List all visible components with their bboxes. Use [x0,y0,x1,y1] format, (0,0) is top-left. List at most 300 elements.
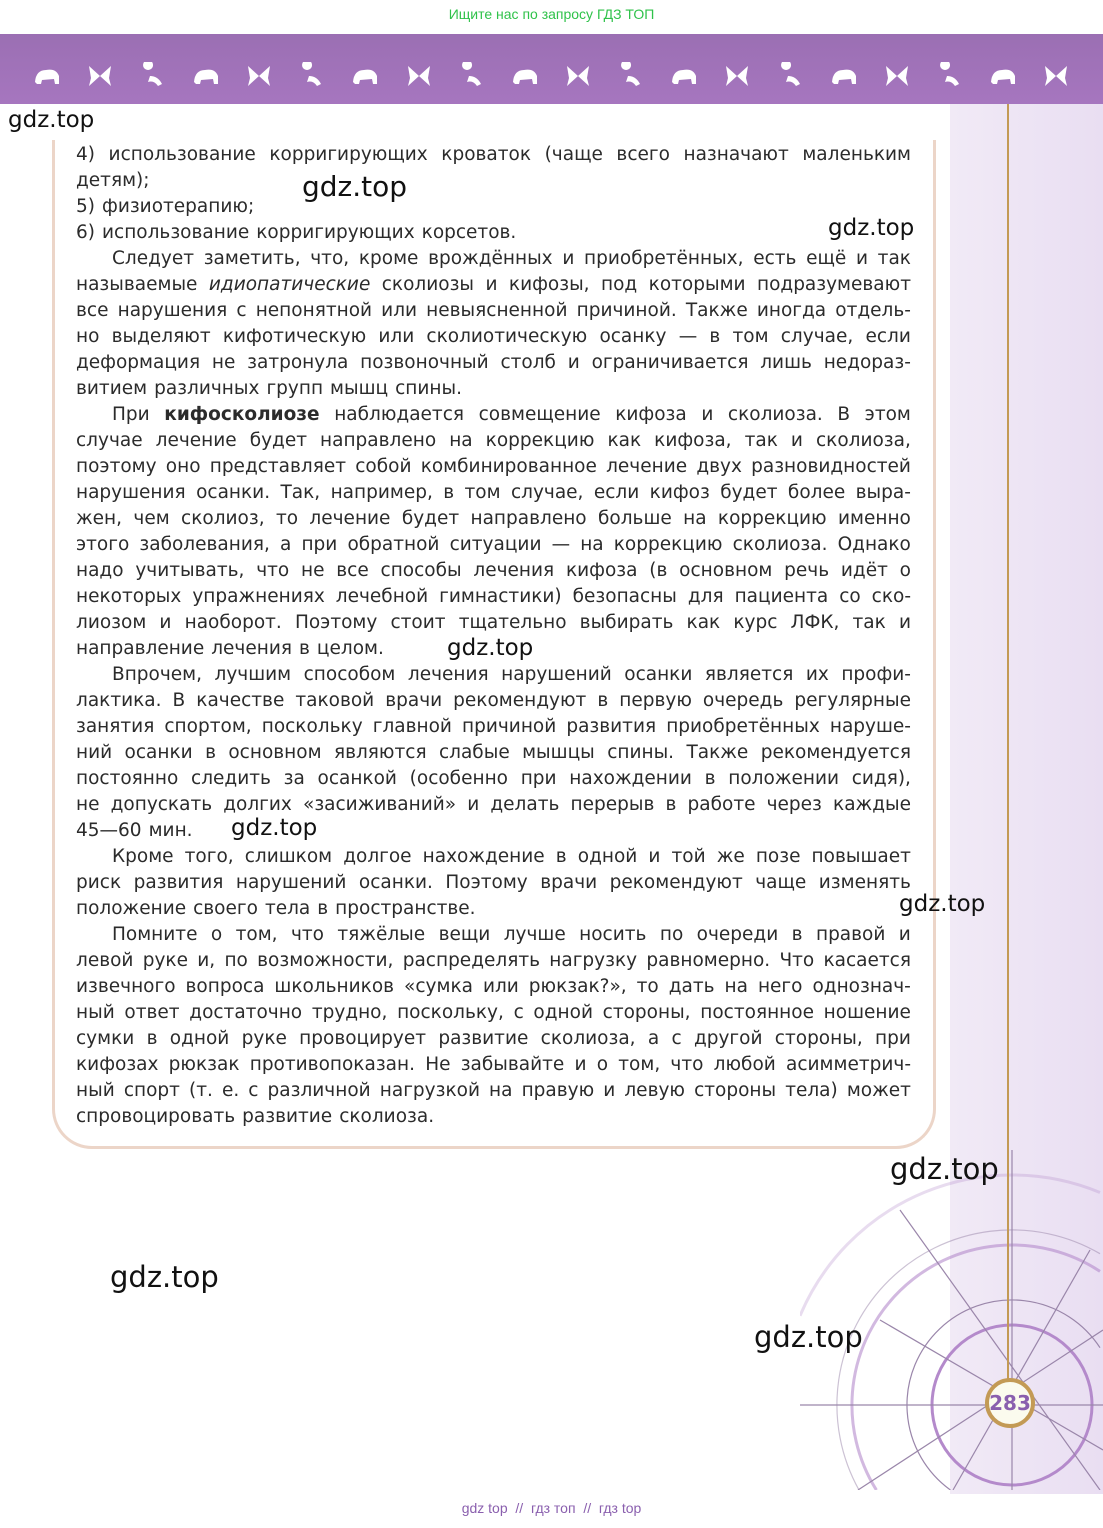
text-word: в [791,924,803,945]
text-word: очередь [702,690,784,711]
text-word: следить [191,768,271,789]
text-word: осанки. [196,482,271,503]
text-word: использование [102,222,250,243]
text-word: на [489,1080,513,1101]
text-word: перерыв [570,794,655,815]
text-word: достаточно [189,1002,303,1023]
text-word: чем [133,508,170,529]
text-word: спорт [123,1080,180,1101]
text-word: не [76,794,100,815]
text-word: случае [76,430,143,451]
text-word: с [236,300,247,321]
text-word: отдель- [835,300,911,321]
text-word: наблюдается [334,404,465,425]
bull-icon [510,62,540,90]
text-word: идёт [840,560,888,581]
butterfly-icon [669,62,699,90]
text-word: заболевания, [139,534,270,555]
footer-links[interactable]: gdz top // гдз топ // гдз top [461,1500,642,1516]
text-word: Помните [112,924,198,945]
text-word: то [636,976,659,997]
text-word: и [567,352,580,373]
text-word: дать [668,976,715,997]
text-word: одной [169,1028,230,1049]
text-line [76,428,911,454]
text-word: Так, [280,482,321,503]
text-word: упражнениях [192,586,325,607]
text-line [76,220,911,246]
text-word: тщательно [458,612,567,633]
text-line [76,1026,911,1052]
text-word: направлено [320,430,437,451]
text-word: витием [76,378,148,399]
watermark: gdz.top [899,891,986,917]
text-word: основном [228,742,322,763]
text-word: приобретённых [666,716,820,737]
text-word: лечение [155,430,237,451]
text-word: иногда [756,300,827,321]
text-word: разновидностей [751,456,911,477]
text-word: стоит [390,612,446,633]
text-word: вещи [438,924,491,945]
text-word: противопоказан. [249,1054,415,1075]
text-word: поскольку [261,716,363,737]
text-word: то [275,508,299,529]
text-word: не [301,560,325,581]
text-word: (чаще [544,144,603,165]
text-word: стороны, [602,1002,691,1023]
text-word: и [467,794,480,815]
text-line [76,376,911,402]
text-word: непонятной [255,300,373,321]
text-word: (в [649,560,668,581]
text-word: и [574,1054,587,1075]
text-line [76,1104,911,1130]
text-word: лактика. [76,690,162,711]
goat-icon [350,62,380,90]
text-word: ЛФК, [790,612,840,633]
text-word: лечения [407,664,489,685]
text-word: рекомендуют [453,690,587,711]
text-word: осанки. [358,872,433,893]
text-word: же [716,846,745,867]
text-word: и [790,430,803,451]
text-word: случае, [780,326,854,347]
text-word: целом. [316,638,384,659]
text-word: что, [310,248,350,269]
text-word: детям); [76,170,150,191]
text-line [76,818,911,844]
watermark: gdz.top [754,1320,863,1354]
text-word: сколиоза. [732,534,828,555]
text-word: нахождении [569,768,692,789]
text-word: в [299,638,310,659]
text-word: с [671,1028,682,1049]
text-word: нарушения [117,300,228,321]
text-word: врачи [540,872,598,893]
text-word: столб [500,352,556,373]
text-word: о [899,560,911,581]
text-word: кифосколиозе [164,404,320,425]
text-word: своего [193,898,258,919]
text-word: возможности, [257,950,394,971]
text-line [76,584,911,610]
text-word: — [678,326,698,347]
giraffe-icon [1041,62,1071,90]
text-word: будет [720,482,778,503]
text-word: лишь [760,352,812,373]
text-word: и [648,846,661,867]
text-word: регулярные [794,690,911,711]
text-word: занятия [76,716,155,737]
watermark: gdz.top [447,635,534,661]
bird-icon [882,62,912,90]
text-word: коррекцию [613,534,723,555]
text-word: спортом, [164,716,252,737]
text-word: риск [76,872,122,893]
text-word: так [877,248,911,269]
text-line [76,896,911,922]
text-word: лиозом [76,612,147,633]
text-word: правую [521,1080,595,1101]
text-word: каждые [833,794,911,815]
text-word: рекомендуют [609,872,743,893]
text-word: ограничивается [591,352,749,373]
text-word: (особенно [409,768,508,789]
text-word: развитие [242,1106,333,1127]
text-word: по [224,950,248,971]
text-word: если [865,326,911,347]
text-word: «засиживаний» [303,794,457,815]
text-word: сидя), [851,768,911,789]
text-word: провоцирует [299,1028,427,1049]
text-word: (т. [189,1080,213,1101]
text-word: которыми [648,274,746,295]
text-word: долгих [223,794,292,815]
text-word: выбирать [579,612,674,633]
text-line [76,974,911,1000]
text-word: или [482,976,519,997]
text-word: одной [533,1002,593,1023]
text-word: под [601,274,638,295]
text-word: представляет [209,456,347,477]
text-word: и [485,274,498,295]
text-word: чаще [755,872,807,893]
text-word: кифоза [615,404,687,425]
bird-icon [244,62,274,90]
text-word: нагрузкой [379,1080,480,1101]
text-word: различной [267,1080,371,1101]
text-word: кифоза [565,560,638,581]
text-word: профи- [841,664,911,685]
text-word: что [290,924,324,945]
text-word: кифоз [649,482,710,503]
text-word: ный [76,1080,115,1101]
text-word: нарушений [235,872,347,893]
text-word: в [317,898,329,919]
text-word: с [248,1080,259,1101]
text-line [76,142,911,168]
rhino-icon [32,62,62,90]
text-line [76,766,911,792]
horse-icon [191,62,221,90]
text-line [76,844,911,870]
text-word: сколиоза, [815,430,911,451]
giraffe-icon [404,62,434,90]
rabbit-icon [616,62,646,90]
text-word: главной [372,716,452,737]
text-word: являются [333,742,427,763]
text-word: поскольку, [397,1002,504,1023]
text-word: физиотерапию; [102,196,255,217]
text-word: или [381,300,418,321]
text-word: 45—60 [76,820,142,841]
text-word: направление [76,638,205,659]
text-word: кифоза, [654,430,732,451]
text-word: первую [619,690,692,711]
text-word: на [724,976,748,997]
text-word: рюкзак [168,1054,240,1075]
text-word: называемые [76,274,198,295]
text-word: при [520,768,557,789]
text-word: позе [755,846,801,867]
text-word: нарушений [501,664,612,685]
text-word: однознач- [812,976,911,997]
whale-icon [935,62,965,90]
text-word: все [336,560,369,581]
text-word: коррекцию [717,508,827,529]
text-word: а [280,534,292,555]
text-word: осанку [599,326,667,347]
text-word: выделяют [111,326,211,347]
text-word: 6) [76,222,95,243]
text-word: недораз- [823,352,911,373]
text-word: Поэтому [445,872,528,893]
text-word: положении [728,768,840,789]
whale-icon [297,62,327,90]
text-word: левой [76,950,134,971]
text-word: таковой [295,690,375,711]
text-word: наруше- [829,716,911,737]
text-word: и [603,1080,616,1101]
text-word: положение [76,898,187,919]
text-word: со [839,586,861,607]
text-word: левую [624,1080,685,1101]
scorpion-icon [776,62,806,90]
text-line [76,662,911,688]
text-word: том, [618,1054,661,1075]
text-word: всего [616,144,670,165]
text-word: ско- [871,586,911,607]
text-word: того, [184,846,234,867]
text-word: слишком [244,846,333,867]
text-word: том, [235,924,278,945]
text-word: пациента [734,586,829,607]
text-word: причиной [462,716,557,737]
text-word: любой [713,1054,776,1075]
text-word: в [704,768,716,789]
text-word: ный [76,1002,115,1023]
text-word: заметить, [203,248,301,269]
text-word: речь [784,560,830,581]
text-word: врачи [385,690,443,711]
text-word: ответ [124,1002,180,1023]
text-word: лечебной [335,586,429,607]
text-word: и [701,404,714,425]
text-word: ний [76,742,113,763]
text-word: позвоночный [360,352,489,373]
text-word: постоянно [76,768,179,789]
text-word: мышц [330,378,389,399]
text-word: через [766,794,822,815]
text-word: Поэтому [294,612,378,633]
text-word: на [683,508,707,529]
text-word: в [709,326,721,347]
text-line [76,688,911,714]
text-word: развития [133,872,224,893]
text-word: ситуации [449,534,542,555]
text-word: В [172,690,186,711]
text-line [76,714,911,740]
text-word: способы [380,560,462,581]
text-word: или [378,326,415,347]
text-line [76,402,911,428]
text-word: носить [579,924,647,945]
watermark: gdz.top [890,1152,999,1186]
text-word: коррекцию [485,430,595,451]
text-word: некоторых [76,586,182,607]
text-word: что [670,1054,704,1075]
text-word: сколиоза, [540,1028,636,1049]
text-word: невыясненной [426,300,568,321]
text-word: на [580,534,604,555]
insect-icon [457,62,487,90]
text-word: гимнастики) [439,586,562,607]
text-word: спровоцировать [76,1106,236,1127]
text-word: пространстве. [335,898,476,919]
animal-banner [0,34,1103,104]
text-word: кифозах [76,1054,159,1075]
text-word: вопроса [185,976,265,997]
horse-icon [829,62,859,90]
text-word: приобретённых, [584,248,744,269]
text-word: правой [815,924,886,945]
text-word: ношение [823,1002,911,1023]
text-word: сколиотическую [426,326,588,347]
text-word: курс [733,612,778,633]
text-word: групп [266,378,324,399]
text-word: осанки [624,664,693,685]
text-line [76,246,911,272]
text-word: направлено [470,508,587,529]
text-word: затронула [247,352,349,373]
text-word: школьников [274,976,395,997]
text-word: стороны [694,1080,777,1101]
text-word: причиной. [576,300,677,321]
text-word: оно [165,456,201,477]
text-word: наоборот. [184,612,282,633]
text-word: той [671,846,706,867]
text-word: касается [823,950,911,971]
watermark: gdz.top [110,1260,219,1294]
text-word: при [875,1028,911,1049]
margin-rule [1007,104,1009,1379]
text-word: спины. [607,742,675,763]
text-word: о [210,924,223,945]
text-word: врождённых [428,248,553,269]
text-word: изменять [818,872,911,893]
text-word: более [787,482,846,503]
text-word: сколиозы [381,274,475,295]
text-word: мышцы [522,742,595,763]
text-word: 4) [76,144,95,165]
text-word: него [757,976,803,997]
text-word: развитие [438,1028,529,1049]
text-word: и [898,924,911,945]
text-word: как [686,612,721,633]
text-word: и [159,612,172,633]
text-word: их [805,664,829,685]
text-word: кифотическую [222,326,367,347]
text-word: одной [577,846,638,867]
text-word: и [898,612,911,633]
text-word: именно [838,508,911,529]
text-word: что [256,560,290,581]
text-word: лечения [211,638,292,659]
text-word: например, [330,482,433,503]
butterfly-icon [85,62,115,90]
text-word: рекомендуется [760,742,911,763]
text-word: кроме [358,248,419,269]
text-word: нагрузку [549,950,638,971]
text-word: качестве [196,690,285,711]
text-word: Также [685,300,748,321]
search-hint: Ищите нас по запросу ГДЗ ТОП [448,6,655,22]
text-word: при [301,534,338,555]
text-word: осанкой [317,768,397,789]
text-line [76,454,911,480]
text-word: подразумевают [756,274,911,295]
text-word: сумки [76,1028,135,1049]
text-word: в [665,794,677,815]
page-number: 283 [985,1378,1035,1428]
text-word: мин. [148,820,193,841]
text-word: Следует [112,248,195,269]
text-word: но [76,326,100,347]
text-word: делать [490,794,560,815]
text-word: о [596,1054,609,1075]
text-word: есть [753,248,797,269]
text-word: Кроме [112,846,174,867]
text-word: так [852,612,886,633]
text-word: может [846,1080,911,1101]
text-word: в [205,742,216,763]
text-line [76,350,911,376]
text-word: тяжёлые [337,924,426,945]
text-word: деформация [76,352,201,373]
text-word: в [443,482,455,503]
text-word: извечного [76,976,176,997]
text-line [76,1000,911,1026]
text-word: различных [154,378,260,399]
text-line [76,922,911,948]
text-word: Однако [837,534,911,555]
text-word: комбинированное [420,456,597,477]
text-word: назначают [683,144,789,165]
text-word: обратной [347,534,440,555]
watermark: gdz.top [231,815,318,841]
text-word: собой [355,456,412,477]
